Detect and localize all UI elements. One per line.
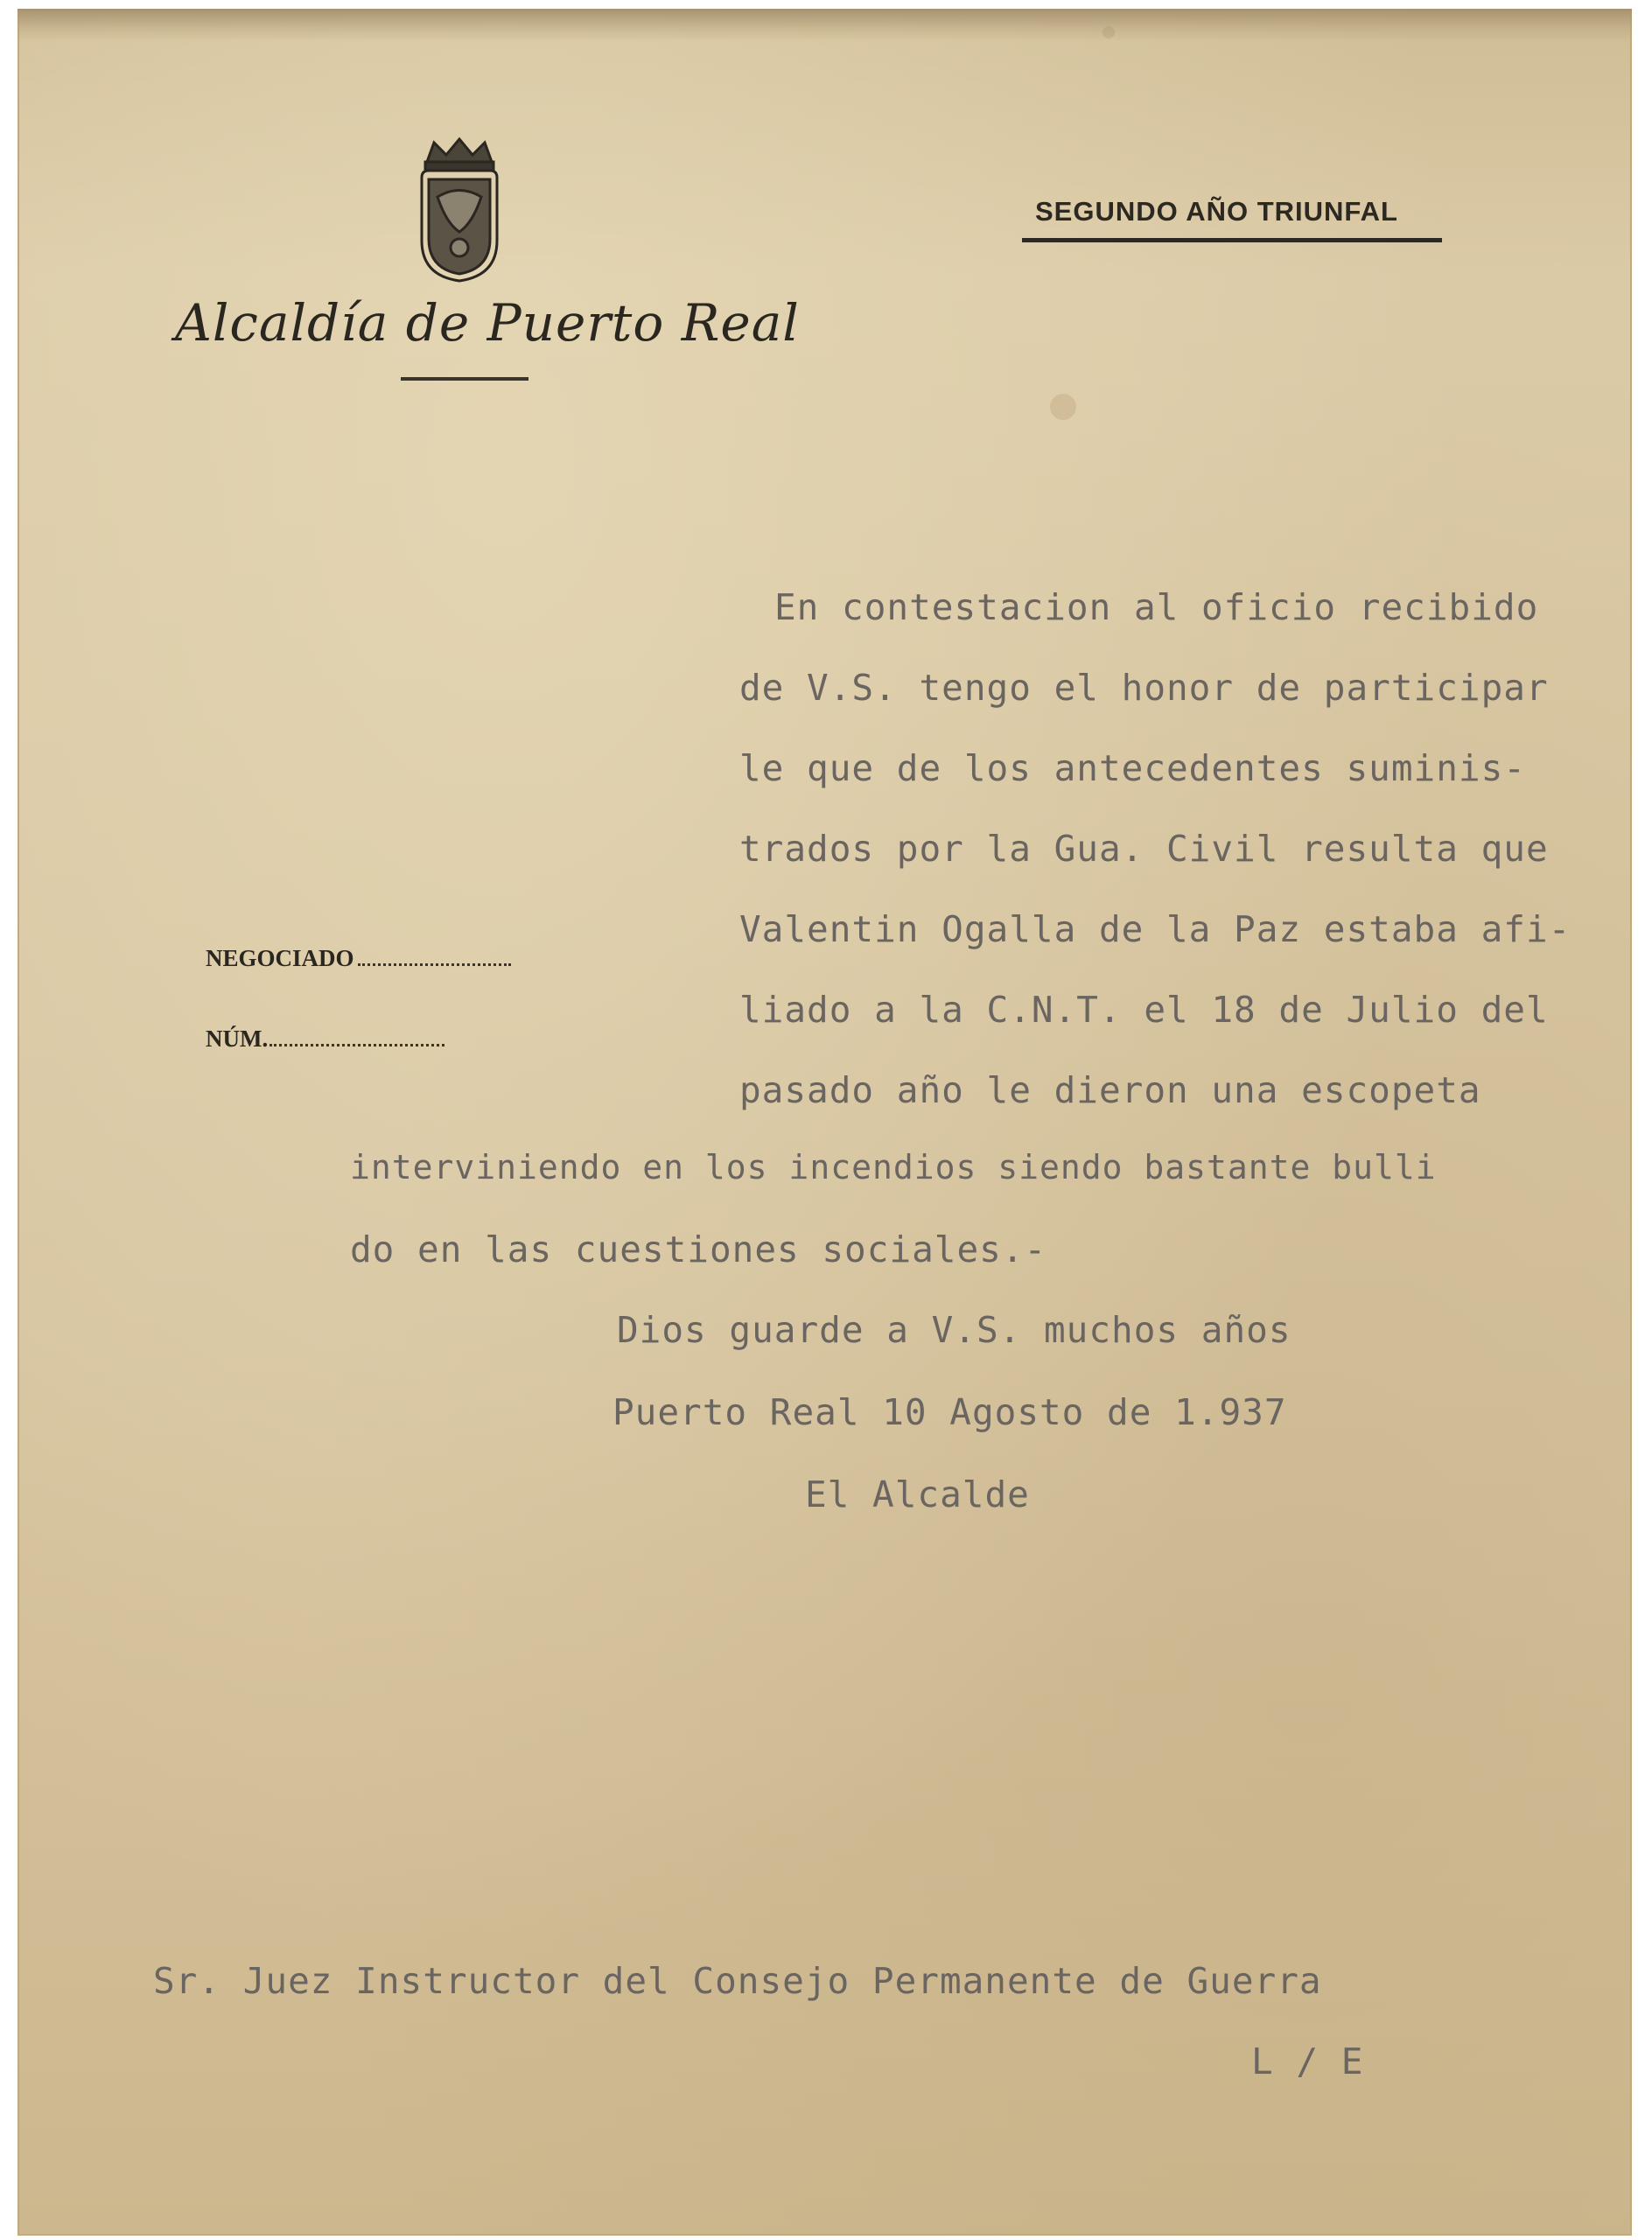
paper-stain (1050, 394, 1076, 420)
body-line: En contestacion al oficio recibido (774, 586, 1539, 628)
stamp-header: SEGUNDO AÑO TRIUNFAL (1035, 196, 1398, 227)
closing-place-date: Puerto Real 10 Agosto de 1.937 (612, 1391, 1287, 1433)
negociado-field (206, 945, 511, 972)
body-line: liado a la C.N.T. el 18 de Julio del (739, 989, 1549, 1031)
num-dotted-line (270, 1032, 444, 1046)
num-label: NÚM. (206, 1026, 269, 1052)
negociado-dotted-line (358, 951, 511, 966)
num-field (206, 1026, 444, 1053)
body-line: interviniendo en los incendios siendo bastante bulli (350, 1148, 1437, 1186)
negociado-label: NEGOCIADO (206, 945, 354, 971)
letterhead-title: Alcaldía de Puerto Real (175, 293, 800, 353)
body-line: le que de los antecedentes suminis- (739, 747, 1526, 789)
reference-initials: L / E (1251, 2040, 1364, 2082)
coat-of-arms-icon (411, 136, 508, 284)
stamp-underline (1022, 238, 1442, 242)
letterhead-rule (401, 377, 528, 381)
body-line: de V.S. tengo el honor de participar (739, 667, 1549, 709)
closing-signer: El Alcalde (805, 1474, 1030, 1516)
body-line: do en las cuestiones sociales.- (350, 1228, 1047, 1270)
closing-greeting: Dios guarde a V.S. muchos años (617, 1309, 1292, 1351)
body-line: trados por la Gua. Civil resulta que (739, 828, 1549, 870)
addressee-line: Sr. Juez Instructor del Consejo Permanente de Guerra (153, 1960, 1322, 2002)
paper-torn-edge (18, 9, 1632, 42)
body-line: pasado año le dieron una escopeta (739, 1069, 1481, 1111)
body-line: Valentin Ogalla de la Paz estaba afi- (739, 908, 1572, 950)
paper-stain (1102, 26, 1115, 38)
